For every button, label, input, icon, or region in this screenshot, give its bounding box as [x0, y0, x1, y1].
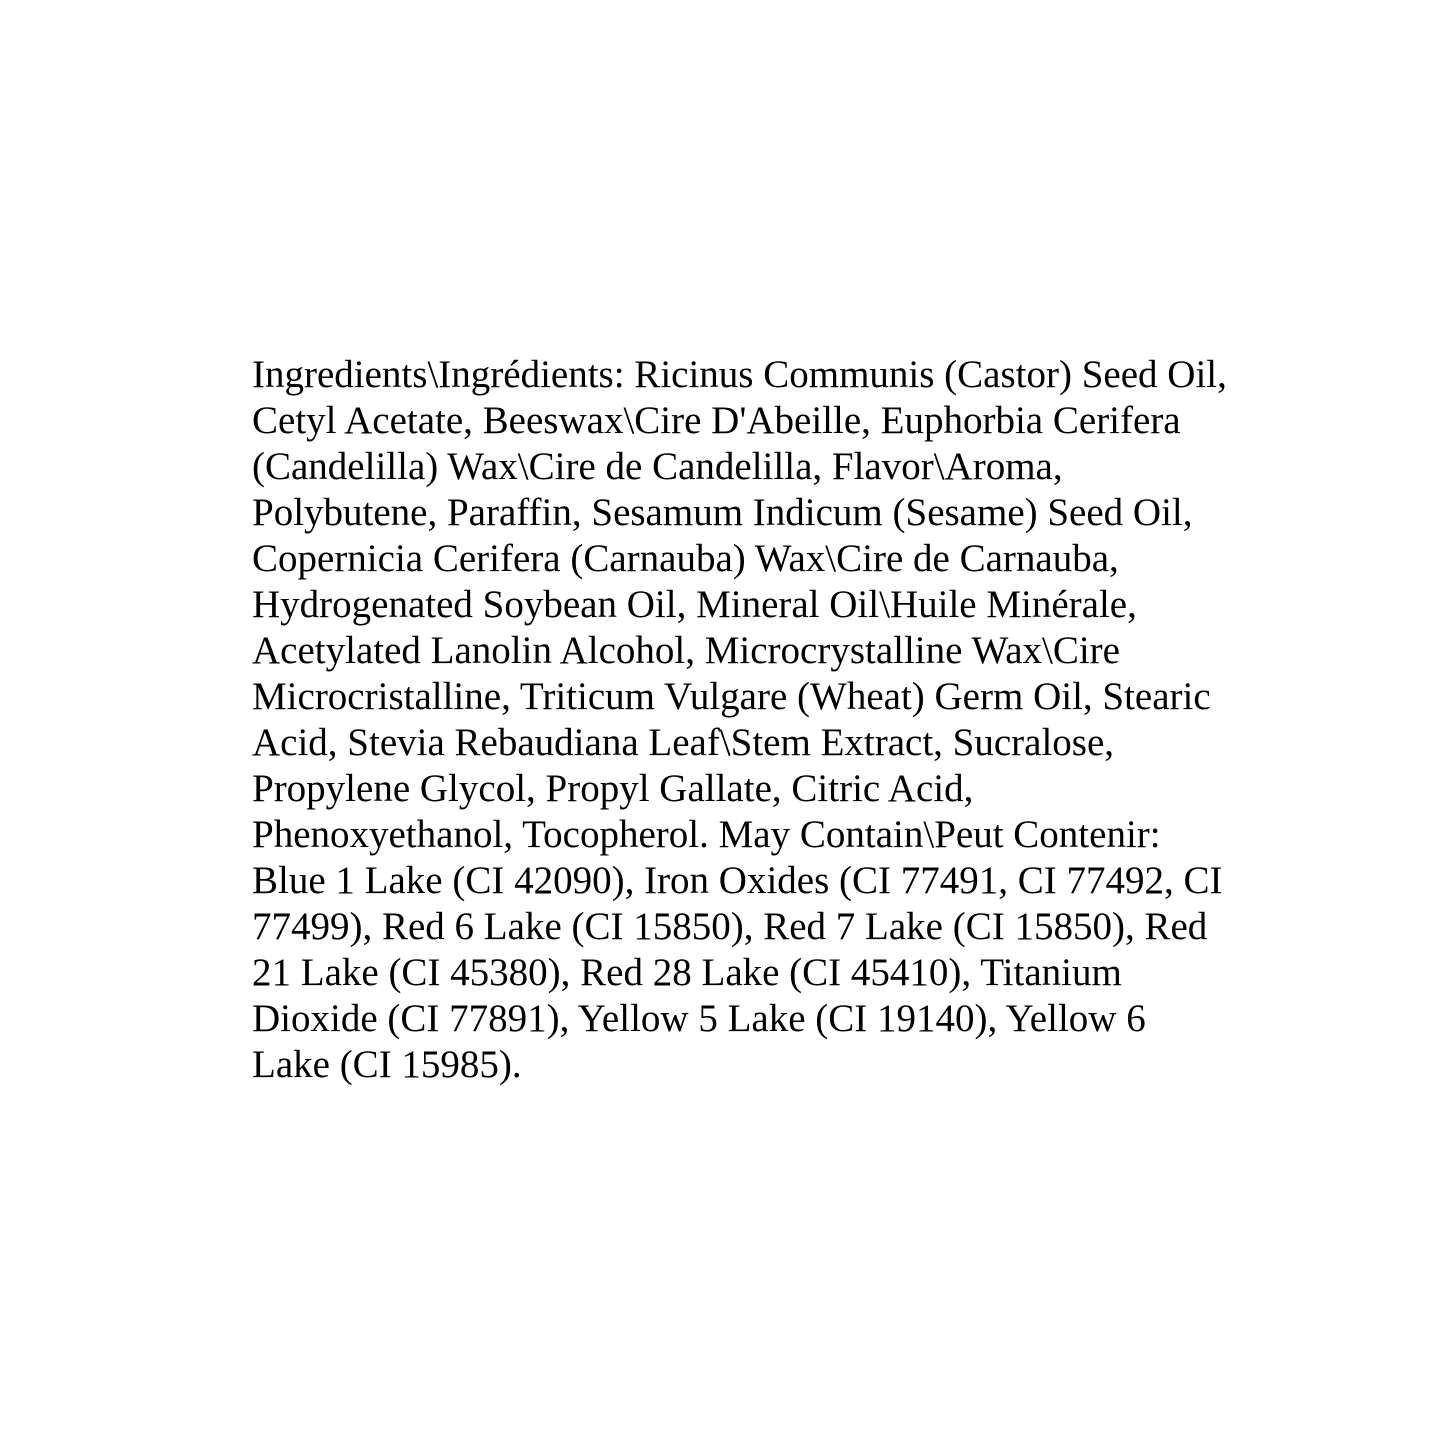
ingredients-line: Ingredients\Ingrédients: Ricinus Communis (Castor) Seed Oil, [252, 353, 1227, 396]
ingredients-line: Cetyl Acetate, Beeswax\Cire D'Abeille, Euphorbia Cerifera [252, 399, 1181, 442]
ingredients-text-block [252, 352, 1252, 1088]
ingredients-line: Polybutene, Paraffin, Sesamum Indicum (Sesame) Seed Oil, [252, 491, 1193, 534]
ingredients-line: Hydrogenated Soybean Oil, Mineral Oil\Huile Minérale, [252, 583, 1137, 626]
ingredients-line: Microcristalline, Triticum Vulgare (Wheat) Germ Oil, Stearic [252, 675, 1211, 718]
ingredients-line: Acid, Stevia Rebaudiana Leaf\Stem Extract, Sucralose, [252, 721, 1115, 764]
ingredients-line: Lake (CI 15985). [252, 1043, 522, 1086]
ingredients-line: Copernicia Cerifera (Carnauba) Wax\Cire de Carnauba, [252, 537, 1119, 580]
ingredients-line: 21 Lake (CI 45380), Red 28 Lake (CI 45410), Titanium [252, 951, 1122, 994]
ingredients-line: Blue 1 Lake (CI 42090), Iron Oxides (CI 77491, CI 77492, CI [252, 859, 1223, 902]
ingredients-line: Acetylated Lanolin Alcohol, Microcrystalline Wax\Cire [252, 629, 1120, 672]
ingredients-line: Dioxide (CI 77891), Yellow 5 Lake (CI 19140), Yellow 6 [252, 997, 1146, 1040]
ingredients-line: Propylene Glycol, Propyl Gallate, Citric Acid, [252, 767, 974, 810]
ingredients-line: (Candelilla) Wax\Cire de Candelilla, Flavor\Aroma, [252, 445, 1063, 488]
ingredients-line: 77499), Red 6 Lake (CI 15850), Red 7 Lake (CI 15850), Red [252, 905, 1208, 948]
ingredients-line: Phenoxyethanol, Tocopherol. May Contain\Peut Contenir: [252, 813, 1161, 856]
